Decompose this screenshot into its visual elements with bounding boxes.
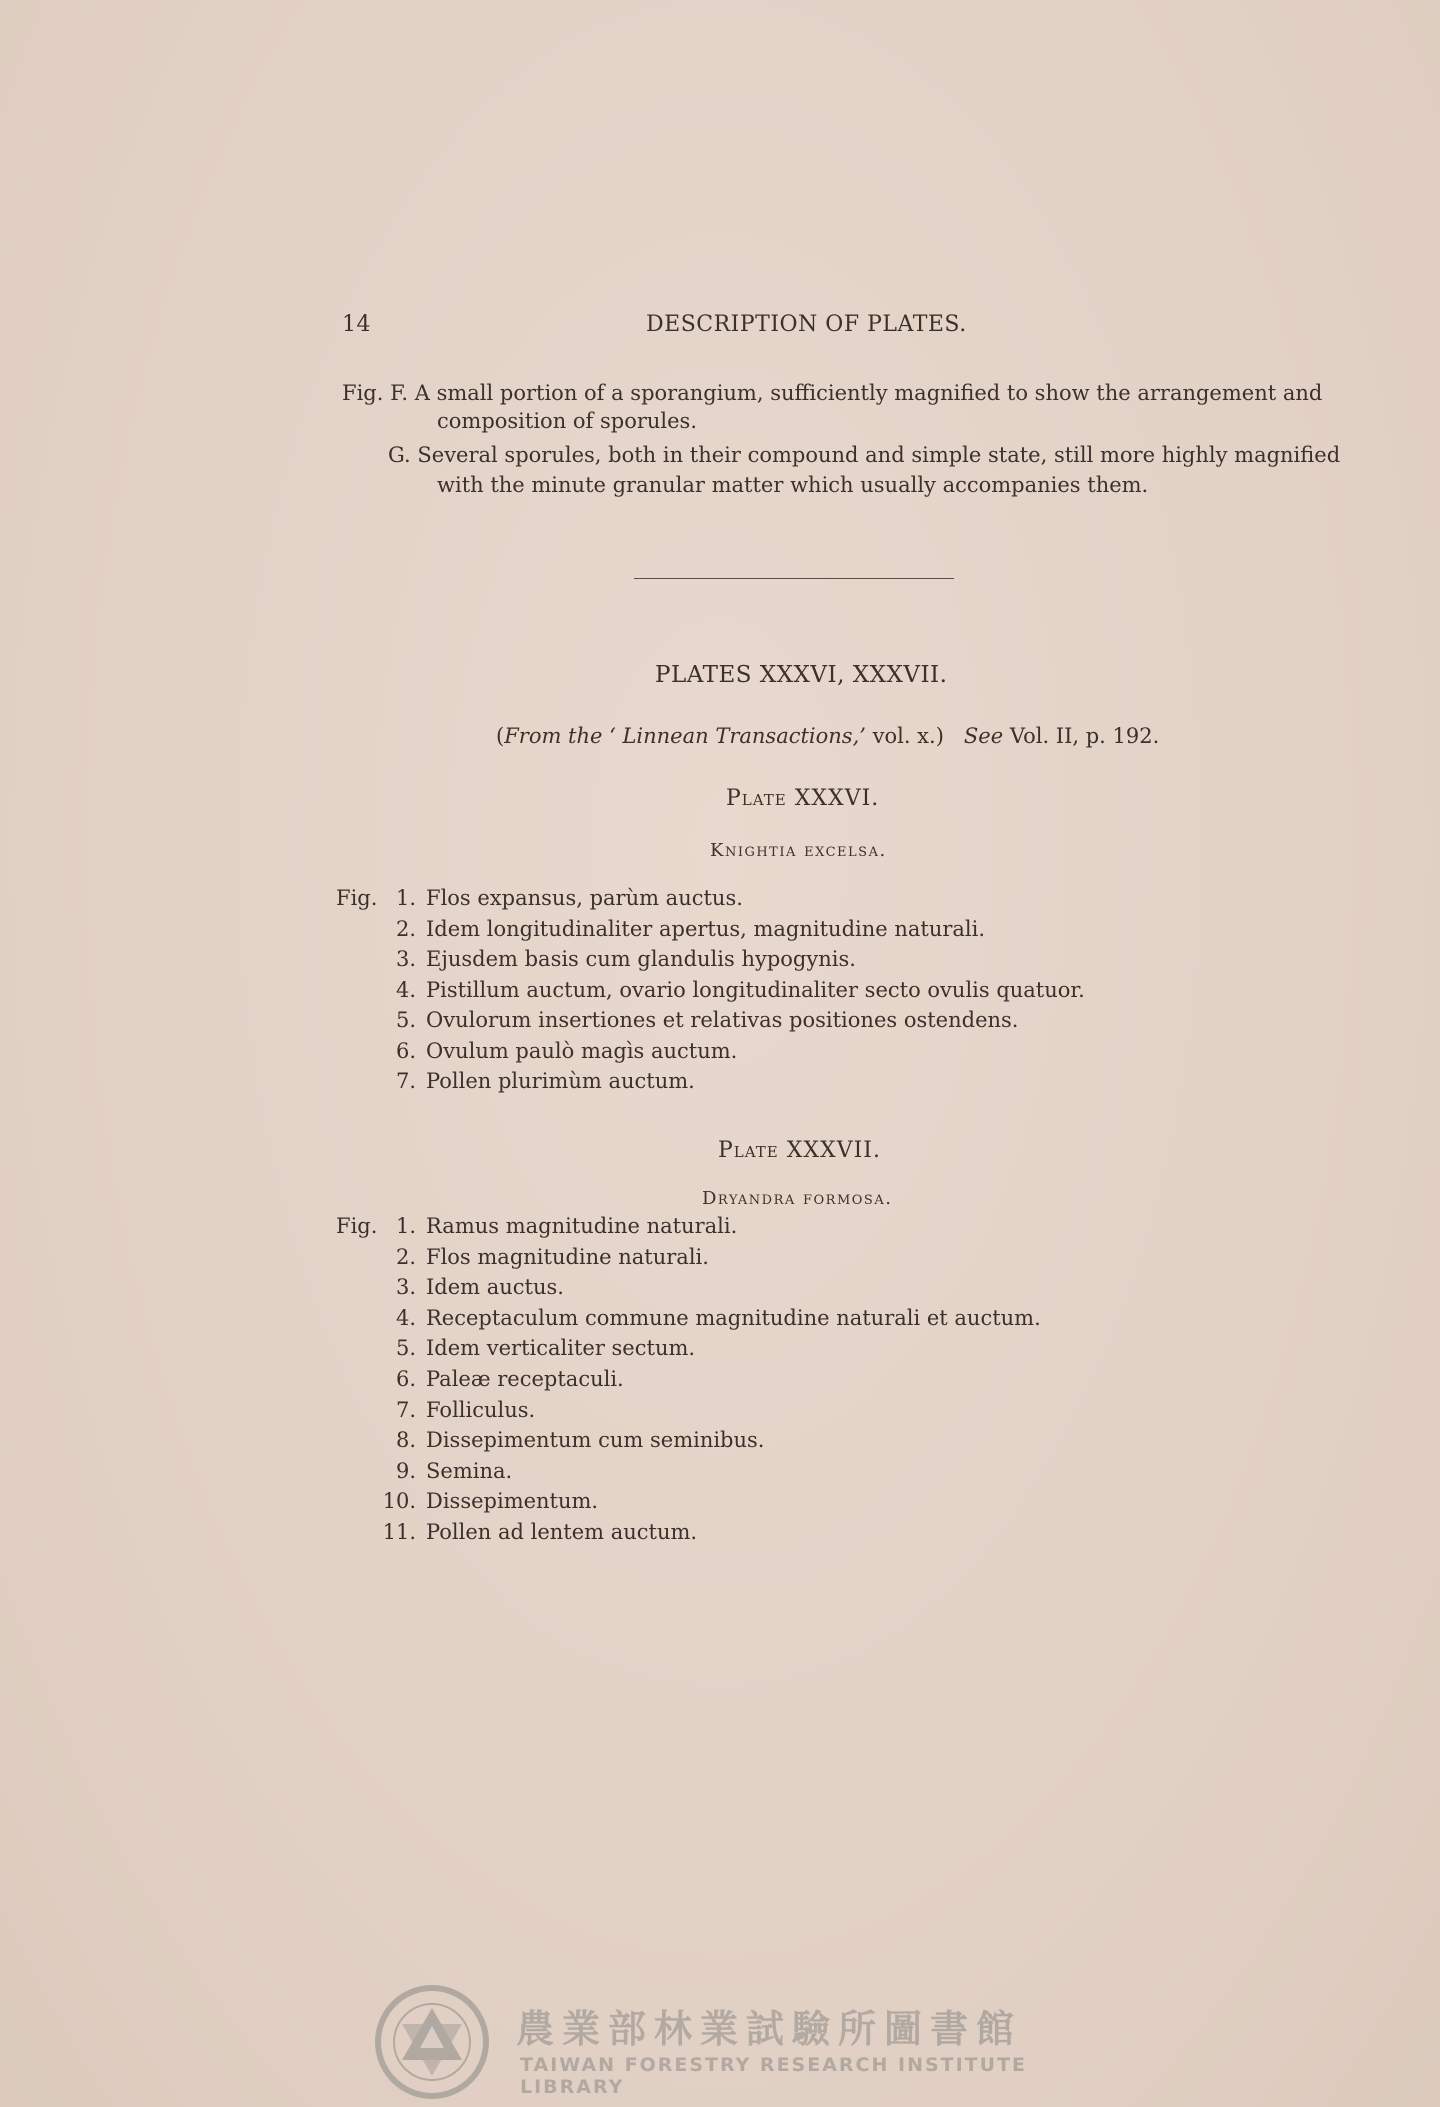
library-watermark [372,1982,1072,2102]
plate-37-fig-9 [336,1459,512,1483]
fig-description: Paleæ receptaculi. [426,1367,624,1391]
fig-description: Ovulum paulò magìs auctum. [426,1038,738,1063]
fig-number: 11. [382,1520,416,1544]
plate-36-fig-6 [336,1039,737,1063]
plate-36-heading: Plate XXXVI. [726,786,880,811]
plate-36-fig-2 [336,917,985,941]
section-divider [634,578,954,579]
fig-number: 1. [395,1214,416,1238]
fig-number: 1. [395,886,416,910]
fig-number: 5. [395,1008,416,1032]
fig-description: Pollen plurimùm auctum. [426,1069,695,1093]
fig-description: Ramus magnitudine naturali. [426,1214,738,1238]
source-note [496,724,1159,748]
section-title: PLATES XXXVI, XXXVII. [655,662,948,688]
fig-number: 8. [395,1428,416,1453]
fig-number: 7. [395,1069,416,1093]
running-title: DESCRIPTION OF PLATES. [646,312,967,337]
fig-description: Dissepimentum. [426,1489,599,1514]
fig-description: Flos expansus, parùm auctus. [426,886,743,910]
plate-37-fig-5 [336,1336,695,1360]
fig-description: Semina. [426,1458,513,1483]
plate-37-fig-4 [336,1306,1041,1330]
fig-description: Flos magnitudine naturali. [426,1244,709,1269]
source-volume: vol. x.) [865,724,964,748]
plate-36-fig-7 [336,1069,695,1093]
plate-36-fig-1 [336,886,743,910]
source-see: See [963,724,1004,748]
fig-label: Fig. [336,886,378,910]
source-prefix: ( [496,724,505,748]
plate-37-fig-10 [336,1489,598,1513]
fig-description: Idem longitudinaliter apertus, magnitudine naturali. [426,916,986,941]
plate-37-fig-7 [336,1398,535,1422]
source-reference: Vol. II, p. 192. [1003,724,1160,748]
fig-description: Pollen ad lentem auctum. [426,1520,698,1544]
watermark-english: TAIWAN FORESTRY RESEARCH INSTITUTE LIBRARY [520,2054,1028,2098]
fig-number: 10. [382,1489,416,1514]
fig-number: 3. [395,947,416,971]
fig-f-line-1: Fig. F. A small portion of a sporangium, sufficiently magnified to show the arrangement and [342,381,1323,405]
fig-number: 3. [395,1275,416,1300]
plate-36-fig-3 [336,947,856,971]
fig-number: 2. [395,916,416,941]
fig-number: 6. [395,1038,416,1063]
fig-number: 7. [395,1397,416,1422]
institute-seal-icon [372,1982,492,2102]
plate-36-fig-5 [336,1008,1018,1032]
plate-37-fig-8 [336,1428,764,1452]
fig-description: Ejusdem basis cum glandulis hypogynis. [426,947,856,971]
fig-description: Dissepimentum cum seminibus. [426,1428,765,1453]
fig-number: 9. [395,1458,416,1483]
plate-37-fig-11 [336,1520,697,1544]
fig-g-line-2: with the minute granular matter which usually accompanies them. [437,473,1149,497]
fig-description: Folliculus. [426,1397,536,1422]
plate-37-fig-6 [336,1367,624,1391]
fig-number: 4. [395,1305,416,1330]
fig-f-line-2: composition of sporules. [437,409,698,433]
watermark-chinese: 農業部林業試驗所圖書館 [516,2007,1023,2051]
fig-description: Pistillum auctum, ovario longitudinaliter secto ovulis quatuor. [426,977,1085,1002]
fig-g-line-1: G. Several sporules, both in their compound and simple state, still more highly magnified [388,443,1341,467]
plate-37-heading: Plate XXXVII. [718,1138,881,1163]
plate-36-fig-4 [336,978,1085,1002]
fig-number: 5. [395,1336,416,1361]
fig-number: 4. [395,977,416,1002]
fig-description: Ovulorum insertiones et relativas positiones ostendens. [426,1008,1019,1032]
plate-37-fig-1 [336,1214,737,1238]
fig-description: Idem verticaliter sectum. [426,1336,696,1361]
fig-description: Idem auctus. [426,1275,564,1300]
fig-label: Fig. [336,1214,378,1238]
page-number: 14 [342,312,371,337]
fig-number: 6. [395,1367,416,1391]
plate-36-species: Knightia excelsa. [710,840,887,861]
plate-37-fig-3 [336,1275,564,1299]
fig-number: 2. [395,1244,416,1269]
plate-37-fig-2 [336,1245,709,1269]
source-journal: From the ‘ Linnean Transactions,’ [504,724,866,748]
fig-description: Receptaculum commune magnitudine naturali et auctum. [426,1305,1041,1330]
plate-37-species: Dryandra formosa. [702,1188,893,1209]
